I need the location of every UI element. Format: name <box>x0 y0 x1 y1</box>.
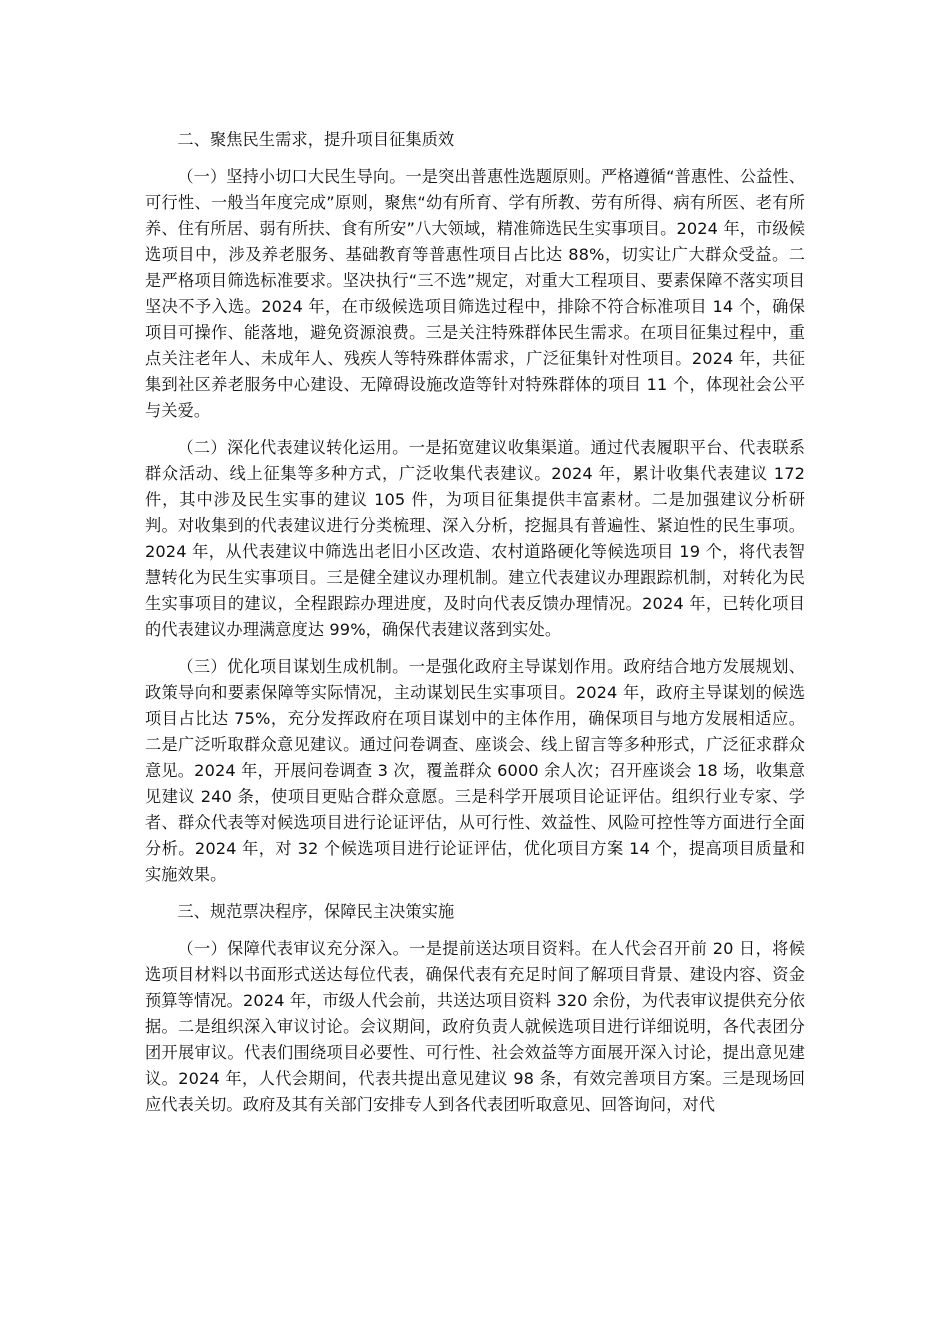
section-2-paragraph-1: （一）坚持小切口大民生导向。一是突出普惠性选题原则。严格遵循“普惠性、公益性、可行性、一般当年度完成”原则，聚焦“幼有所育、学有所教、劳有所得、病有所医、老有所养、住有所居、弱有所扶、食有所安”八大领域，精准筛选民生实事项目。2024 年，市级候选项目中，涉及养老服务、基础教育等普惠性项目占比达 88%，切实让广大群众受益。二是严格项目筛选标准要求。坚决执行“三不选”规定，对重大工程项目、要素保障不落实项目坚决不予入选。2024 年，在市级候选项目筛选过程中，排除不符合标准项目 14 个，确保项目可操作、能落地，避免资源浪费。三是关注特殊群体民生需求。在项目征集过程中，重点关注老年人、未成年人、残疾人等特殊群体需求，广泛征集针对性项目。2024 年，共征集到社区养老服务中心建设、无障碍设施改造等针对特殊群体的项目 11 个，体现社会公平与关爱。 <box>145 167 805 420</box>
section-2-paragraph-3: （三）优化项目谋划生成机制。一是强化政府主导谋划作用。政府结合地方发展规划、政策导向和要素保障等实际情况，主动谋划民生实事项目。2024 年，政府主导谋划的候选项目占比达 75%，充分发挥政府在项目谋划中的主体作用，确保项目与地方发展相适应。二是广泛听取群众意见建议。通过问卷调查、座谈会、线上留言等多种形式，广泛征求群众意见。2024 年，开展问卷调查 3 次，覆盖群众 6000 余人次；召开座谈会 18 场，收集意见建议 240 条，使项目更贴合群众意愿。三是科学开展项目论证评估。组织行业专家、学者、群众代表等对候选项目进行论证评估，从可行性、效益性、风险可控性等方面进行全面分析。2024 年，对 32 个候选项目进行论证评估，优化项目方案 14 个，提高项目质量和实施效果。 <box>145 657 805 884</box>
section-2-heading: 二、聚焦民生需求，提升项目征集质效 <box>177 130 455 149</box>
section-3-paragraph-1: （一）保障代表审议充分深入。一是提前送达项目资料。在人代会召开前 20 日，将候选项目材料以书面形式送达每位代表，确保代表有充足时间了解项目背景、建设内容、资金预算等情况。2024 年，市级人代会前，共送达项目资料 320 余份，为代表审议提供充分依据。二是组织深入审议讨论。会议期间，政府负责人就候选项目进行详细说明，各代表团分团开展审议。代表们围绕项目必要性、可行性、社会效益等方面展开深入讨论，提出意见建议。2024 年，人代会期间，代表共提出意见建议 98 条，有效完善项目方案。三是现场回应代表关切。政府及其有关部门安排专人到各代表团听取意见、回答询问，对代 <box>145 939 805 1114</box>
section-2-paragraph-2: （二）深化代表建议转化运用。一是拓宽建议收集渠道。通过代表履职平台、代表联系群众活动、线上征集等多种方式，广泛收集代表建议。2024 年，累计收集代表建议 172 件，其中涉及民生实事的建议 105 件，为项目征集提供丰富素材。二是加强建议分析研判。对收集到的代表建议进行分类梳理、深入分析，挖掘具有普遍性、紧迫性的民生事项。2024 年，从代表建议中筛选出老旧小区改造、农村道路硬化等候选项目 19 个，将代表智慧转化为民生实事项目。三是健全建议办理机制。建立代表建议办理跟踪机制，对转化为民生实事项目的建议，全程跟踪办理进度，及时向代表反馈办理情况。2024 年，已转化项目的代表建议办理满意度达 99%，确保代表建议落到实处。 <box>145 438 805 639</box>
section-3-heading: 三、规范票决程序，保障民主决策实施 <box>177 902 455 921</box>
document-page <box>145 127 805 1118</box>
